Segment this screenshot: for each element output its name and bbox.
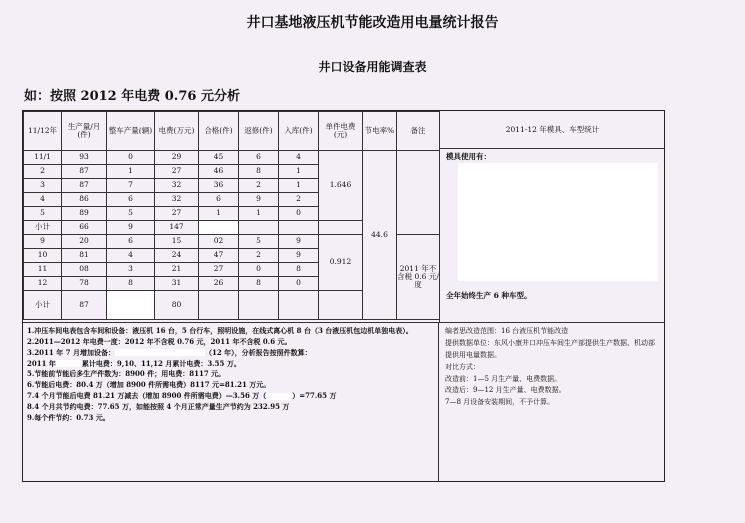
model-stats-body [440, 149, 665, 325]
cell-rework [239, 291, 279, 320]
cell-production: 87 [62, 179, 107, 193]
note-item: 9.每个件节约：0.73 元。 [27, 412, 110, 422]
cell-vehicles: 1 [107, 165, 155, 179]
cell-month: 9 [24, 235, 62, 249]
note-item [27, 359, 434, 370]
cell-month: 2 [24, 165, 62, 179]
cell-elec-fee: 24 [155, 249, 199, 263]
cell-elec-fee: 21 [155, 263, 199, 277]
cell-rework: 8 [239, 165, 279, 179]
cell-production: 78 [62, 277, 107, 291]
note-item: 7—8 月设备安装期间，不予计算。 [445, 398, 555, 407]
note-item: 改造前：1—5 月生产量、电费数据。 [445, 374, 562, 383]
cell-month: 11 [24, 263, 62, 277]
note-item: 提供数据单位：东风小康井口冲压车间生产部提供生产数据、机动部提供用电量数据。 [445, 338, 655, 359]
cell-stock: 9 [279, 235, 319, 249]
note-item [27, 348, 434, 359]
cell-elec-fee: 31 [155, 277, 199, 291]
cell-rework: 0 [239, 263, 279, 277]
energy-table [23, 111, 440, 320]
cell-qualified: 45 [199, 151, 239, 165]
mold-usage-label: 模具使用有： [446, 152, 491, 161]
cell-qualified: 02 [199, 235, 239, 249]
cell-qualified [199, 291, 239, 320]
table-row [24, 151, 440, 165]
cell-month: 4 [24, 193, 62, 207]
cell-production: 87 [62, 165, 107, 179]
cell-qualified: 6 [199, 193, 239, 207]
cell-vehicles: 5 [107, 207, 155, 221]
cell-production: 87 [62, 291, 107, 320]
cell-production: 08 [62, 263, 107, 277]
cell-month: 10 [24, 249, 62, 263]
cell-remark-2011: 2011 年不含税 0.6 元/度 [397, 235, 440, 320]
hdr-vehicles: 整车产量(辆) [107, 112, 155, 151]
note-text: 2011 年 [27, 358, 56, 368]
cell-production: 89 [62, 207, 107, 221]
cell-unit-fee-before: 1.646 [319, 151, 363, 221]
note-item: 编者思改造范围：16 台液压机节能改造 [445, 327, 569, 335]
redaction [115, 349, 205, 356]
cell-stock: 9 [279, 249, 319, 263]
cell-rework [239, 221, 279, 235]
cell-vehicles: 6 [107, 193, 155, 207]
redacted-cell [107, 291, 155, 320]
cell-production: 93 [62, 151, 107, 165]
cell-stock: 0 [279, 207, 319, 221]
cell-vehicles: 4 [107, 249, 155, 263]
cell-month: 5 [24, 207, 62, 221]
cell-month: 小计 [24, 291, 62, 320]
cell-rework: 2 [239, 249, 279, 263]
cell-rework: 2 [239, 179, 279, 193]
note-text: 7.4 个月节能后电费 81.21 万减去（增加 8900 件所需电费）—3.56 万（ [27, 391, 267, 401]
cell-rework: 6 [239, 151, 279, 165]
note-item: 6.节能后电费：80.4 万（增加 8900 件所需电费）8117 元=81.21 万元。 [27, 380, 271, 390]
note-text: 累计电费：9,10、11,12 月累计电费：3.55 万。 [81, 358, 241, 368]
cell-rework: 5 [239, 235, 279, 249]
cell-unit-fee [319, 291, 363, 320]
table-title: 井口设备用能调查表 [318, 60, 427, 74]
cell-elec-fee: 15 [155, 235, 199, 249]
cell-vehicles: 9 [107, 221, 155, 235]
cell-qualified: 47 [199, 249, 239, 263]
cell-elec-fee: 147 [155, 221, 199, 235]
cell-stock: 4 [279, 151, 319, 165]
cell-stock: 8 [279, 263, 319, 277]
cell-remark-blank [397, 151, 440, 235]
cell-unit-fee [319, 221, 363, 235]
cell-stock [279, 291, 319, 320]
notes-right [439, 322, 665, 482]
cell-month: 3 [24, 179, 62, 193]
hdr-qualified: 合格(件) [199, 112, 239, 151]
cell-stock: 1 [279, 179, 319, 193]
cell-vehicles: 3 [107, 263, 155, 277]
cell-production: 86 [62, 193, 107, 207]
hdr-elec-fee: 电费(万元) [155, 112, 199, 151]
cell-production: 66 [62, 221, 107, 235]
hdr-unit-fee: 单件电费(元) [319, 112, 363, 151]
cell-elec-fee: 80 [155, 291, 199, 320]
cell-elec-fee: 32 [155, 193, 199, 207]
cell-vehicles: 8 [107, 277, 155, 291]
hdr-production: 生产量/月(件) [62, 112, 107, 151]
redaction [266, 393, 292, 400]
cell-vehicles: 0 [107, 151, 155, 165]
model-stats-panel [439, 111, 665, 322]
note-text: 3.2011 年 7 月增加设备： [27, 347, 115, 357]
cell-month: 小计 [24, 221, 62, 235]
cell-qualified: 36 [199, 179, 239, 193]
note-item: 1.冲压车间电表包含车间和设备：液压机 16 台，5 台行车，照明设施，在线式离心机 8 台（3 台液压机包边机单独电表）。 [27, 326, 413, 335]
cell-stock: 1 [279, 165, 319, 179]
cell-rework: 9 [239, 193, 279, 207]
intro-text: 如：按照 2012 年电费 0.76 元分析 [24, 89, 240, 104]
hdr-remark: 备注 [397, 112, 440, 151]
note-text: （12 年），分析报告按照件数算： [204, 347, 312, 357]
note-item: 对比方式： [445, 362, 480, 371]
notes-left [23, 322, 439, 482]
note-item: 改造后：9—12 月生产量、电费数据。 [445, 386, 566, 395]
cell-elec-fee: 27 [155, 207, 199, 221]
cell-month: 11/1 [24, 151, 62, 165]
cell-month: 12 [24, 277, 62, 291]
cell-production: 81 [62, 249, 107, 263]
note-item: 5.节能前节能后多生产件数为：8900 件；用电费：8117 元。 [27, 369, 226, 379]
cell-elec-fee: 32 [155, 179, 199, 193]
cell-rework: 8 [239, 277, 279, 291]
cell-rework: 1 [239, 207, 279, 221]
note-item: 8.4 个月共节约电费：77.65 万，如能按照 4 个月正常产量生产节约为 232.95 万 [27, 401, 290, 411]
cell-stock [279, 221, 319, 235]
note-item: 2.2011—2012 年电费一度：2012 年不含税 0.76 元，2011 年不含税 0.6 元。 [27, 336, 292, 346]
annual-models-note: 全年始终生产 6 种车型。 [446, 291, 532, 300]
cell-unit-fee-after: 0.912 [319, 235, 363, 291]
cell-production: 20 [62, 235, 107, 249]
cell-vehicles: 6 [107, 235, 155, 249]
hdr-month: 11/12年 [24, 112, 62, 151]
cell-qualified: 26 [199, 277, 239, 291]
cell-stock: 2 [279, 193, 319, 207]
note-text: ）=77.65 万 [292, 391, 337, 401]
model-stats-header: 2011-12 年模具、车型统计 [440, 111, 665, 149]
hdr-stock: 入库(件) [279, 112, 319, 151]
cell-vehicles: 7 [107, 179, 155, 193]
cell-stock: 0 [279, 277, 319, 291]
cell-qualified: 27 [199, 263, 239, 277]
redaction [56, 360, 82, 367]
hdr-saving-rate: 节电率% [363, 112, 397, 151]
report-title: 井口基地液压机节能改造用电量统计报告 [246, 15, 499, 31]
cell-qualified: 1 [199, 207, 239, 221]
cell-elec-fee: 27 [155, 165, 199, 179]
cell-saving-rate: 44.6 [363, 151, 397, 320]
hdr-rework: 返修(件) [239, 112, 279, 151]
cell-elec-fee: 29 [155, 151, 199, 165]
note-item [27, 391, 434, 402]
cell-qualified: 46 [199, 165, 239, 179]
survey-sheet [22, 110, 665, 482]
redacted-cell [199, 221, 239, 235]
header-row [24, 112, 440, 151]
redacted-block [458, 163, 658, 281]
